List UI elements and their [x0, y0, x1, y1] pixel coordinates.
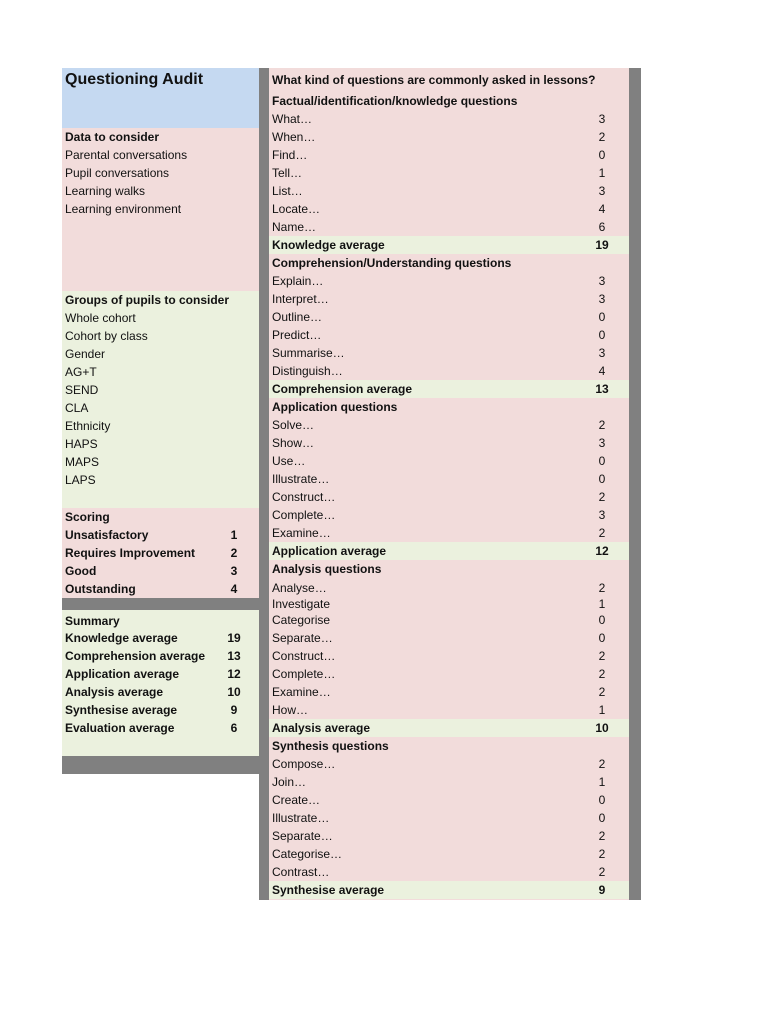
cell-label: Unsatisfactory — [65, 528, 149, 542]
cell-value: 0 — [598, 811, 606, 825]
section-heading — [269, 254, 629, 272]
cell-label: Summarise… — [272, 346, 345, 360]
question-row — [269, 683, 629, 701]
cell-value: 1 — [598, 597, 606, 611]
summary-row — [62, 719, 259, 737]
cell-label: Learning environment — [65, 202, 182, 216]
question-row — [269, 434, 629, 452]
scoring-row — [62, 526, 259, 544]
cell-value: 2 — [598, 865, 606, 879]
question-row — [269, 701, 629, 719]
question-row — [269, 218, 629, 236]
right-border — [629, 68, 641, 900]
cell-label: LAPS — [65, 473, 96, 487]
question-row — [269, 629, 629, 647]
cell-label: Analysis questions — [272, 562, 382, 576]
cell-label: Predict… — [272, 328, 322, 342]
cell-label: Good — [65, 564, 97, 578]
cell-value: 0 — [598, 613, 606, 627]
cell-label: Show… — [272, 436, 315, 450]
left-border — [259, 68, 269, 900]
cell-label: Outline… — [272, 310, 323, 324]
section-average-row — [269, 380, 629, 398]
groups-heading — [62, 291, 259, 309]
cell-value: 3 — [598, 508, 606, 522]
question-row — [269, 773, 629, 791]
group-item — [62, 471, 259, 489]
cell-label: Separate… — [272, 631, 333, 645]
cell-label: Application average — [272, 544, 387, 558]
question-row — [269, 146, 629, 164]
cell-value: 0 — [598, 472, 606, 486]
cell-value: 2 — [598, 130, 606, 144]
cell-label: Comprehension average — [272, 382, 413, 396]
cell-label: Whole cohort — [65, 311, 136, 325]
question-row — [269, 164, 629, 182]
cell-label: SEND — [65, 383, 99, 397]
cell-value: 0 — [598, 454, 606, 468]
cell-value: 13 — [227, 649, 241, 663]
groups-section — [62, 291, 259, 508]
data-to-consider-heading — [62, 128, 259, 146]
question-row — [269, 182, 629, 200]
data-item — [62, 182, 259, 200]
cell-label: MAPS — [65, 455, 100, 469]
cell-label: Categorise… — [272, 847, 343, 861]
group-item — [62, 309, 259, 327]
group-item — [62, 453, 259, 471]
cell-label: Synthesis questions — [272, 739, 389, 753]
cell-value: 2 — [598, 581, 606, 595]
cell-label: Name… — [272, 220, 317, 234]
cell-label: How… — [272, 703, 309, 717]
scoring-row — [62, 580, 259, 598]
cell-value: 3 — [598, 436, 606, 450]
group-item — [62, 363, 259, 381]
question-row — [269, 488, 629, 506]
cell-value: 2 — [598, 649, 606, 663]
cell-value: 3 — [230, 564, 238, 578]
question-row — [269, 506, 629, 524]
question-row — [269, 200, 629, 218]
question-table — [269, 68, 629, 900]
cell-label: Illustrate… — [272, 811, 330, 825]
cell-label: Pupil conversations — [65, 166, 170, 180]
cell-label: Examine… — [272, 526, 331, 540]
cell-value: 0 — [598, 631, 606, 645]
question-row — [269, 452, 629, 470]
cell-label: Ethnicity — [65, 419, 111, 433]
summary-heading — [62, 612, 259, 630]
cell-label: Construct… — [272, 490, 336, 504]
cell-label: Summary — [65, 614, 120, 628]
cell-value: 2 — [598, 829, 606, 843]
cell-label: Data to consider — [65, 130, 160, 144]
divider-bar — [62, 598, 259, 610]
cell-value: 4 — [598, 202, 606, 216]
cell-value: 2 — [598, 490, 606, 504]
question-row — [269, 128, 629, 146]
cell-label: Synthesise average — [272, 883, 385, 897]
question-row — [269, 647, 629, 665]
cell-value: 2 — [598, 757, 606, 771]
cell-label: Analyse… — [272, 581, 327, 595]
cell-label: Join… — [272, 775, 307, 789]
cell-label: Comprehension/Understanding questions — [272, 256, 512, 270]
cell-label: Illustrate… — [272, 472, 330, 486]
section-average-row — [269, 542, 629, 560]
question-row — [269, 863, 629, 881]
question-row — [269, 362, 629, 380]
question-row — [269, 524, 629, 542]
cell-value: 4 — [230, 582, 238, 596]
data-item — [62, 200, 259, 218]
cell-value: 3 — [598, 112, 606, 126]
cell-value: 3 — [598, 274, 606, 288]
cell-label: HAPS — [65, 437, 98, 451]
cell-value: 9 — [230, 703, 238, 717]
section-heading — [269, 398, 629, 416]
summary-section — [62, 610, 259, 756]
cell-label: Find… — [272, 148, 308, 162]
question-row — [269, 110, 629, 128]
cell-label: Investigate — [272, 597, 331, 611]
question-row — [269, 827, 629, 845]
question-row — [269, 845, 629, 863]
question-row — [269, 308, 629, 326]
cell-label: Requires Improvement — [65, 546, 196, 560]
question-row — [269, 290, 629, 308]
cell-label: Gender — [65, 347, 106, 361]
group-item — [62, 399, 259, 417]
question-row — [269, 665, 629, 683]
cell-value: 13 — [595, 382, 609, 396]
summary-row — [62, 683, 259, 701]
data-item — [62, 146, 259, 164]
cell-label: Explain… — [272, 274, 324, 288]
summary-row — [62, 665, 259, 683]
cell-label: Complete… — [272, 508, 336, 522]
question-row — [269, 470, 629, 488]
cell-label: Learning walks — [65, 184, 146, 198]
group-item — [62, 345, 259, 363]
scoring-heading — [62, 508, 259, 526]
cell-label: When… — [272, 130, 316, 144]
question-row — [269, 344, 629, 362]
audit-title-cell — [62, 68, 259, 128]
cell-value: 6 — [230, 721, 238, 735]
cell-label: Solve… — [272, 418, 315, 432]
group-item — [62, 417, 259, 435]
cell-value: 10 — [227, 685, 241, 699]
question-row — [269, 272, 629, 290]
cell-value: 2 — [598, 526, 606, 540]
cell-label: Use… — [272, 454, 306, 468]
cell-label: Analysis average — [65, 685, 164, 699]
cell-label: Factual/identification/knowledge questions — [272, 94, 518, 108]
group-item — [62, 381, 259, 399]
group-item — [62, 435, 259, 453]
section-average-row — [269, 236, 629, 254]
cell-label: CLA — [65, 401, 89, 415]
section-heading — [269, 92, 629, 110]
cell-label: Tell… — [272, 166, 303, 180]
cell-value: 12 — [227, 667, 241, 681]
cell-label: Distinguish… — [272, 364, 343, 378]
scoring-row — [62, 562, 259, 580]
bottom-bar — [62, 756, 259, 774]
cell-value: 3 — [598, 292, 606, 306]
question-row — [269, 416, 629, 434]
scoring-section — [62, 508, 259, 598]
cell-value: 2 — [598, 847, 606, 861]
cell-label: Knowledge average — [272, 238, 385, 252]
cell-value: 1 — [598, 775, 606, 789]
cell-value: 2 — [598, 418, 606, 432]
cell-label: Evaluation average — [65, 721, 175, 735]
cell-value: 1 — [598, 703, 606, 717]
cell-value: 2 — [598, 667, 606, 681]
question-row — [269, 326, 629, 344]
cell-label: Comprehension average — [65, 649, 206, 663]
cell-value: 2 — [598, 685, 606, 699]
cell-label: Synthesise average — [65, 703, 178, 717]
question-row — [269, 611, 629, 629]
section-heading — [269, 737, 629, 755]
cell-label: Outstanding — [65, 582, 136, 596]
audit-title: Questioning Audit — [65, 71, 204, 88]
cell-value: 12 — [595, 544, 609, 558]
summary-row — [62, 647, 259, 665]
cell-value: 0 — [598, 148, 606, 162]
cell-label: Parental conversations — [65, 148, 188, 162]
section-average-row — [269, 881, 629, 899]
cell-label: Groups of pupils to consider — [65, 293, 230, 307]
cell-label: Application average — [65, 667, 180, 681]
cell-value: 6 — [598, 220, 606, 234]
cell-value: 3 — [598, 346, 606, 360]
cell-label: AG+T — [65, 365, 97, 379]
cell-label: List… — [272, 184, 303, 198]
cell-label: Compose… — [272, 757, 336, 771]
cell-value: 0 — [598, 793, 606, 807]
section-heading — [269, 560, 629, 578]
cell-value: 3 — [598, 184, 606, 198]
cell-value: 19 — [595, 238, 609, 252]
cell-label: Analysis average — [272, 721, 371, 735]
cell-value: 9 — [598, 883, 606, 897]
cell-label: What… — [272, 112, 313, 126]
question-table-header — [269, 71, 629, 89]
data-item — [62, 164, 259, 182]
cell-label: Scoring — [65, 510, 110, 524]
section-average-row — [269, 719, 629, 737]
cell-label: Create… — [272, 793, 321, 807]
cell-value: 1 — [230, 528, 238, 542]
scoring-row — [62, 544, 259, 562]
cell-label: Complete… — [272, 667, 336, 681]
cell-label: Contrast… — [272, 865, 330, 879]
cell-value: 0 — [598, 310, 606, 324]
cell-label: Separate… — [272, 829, 333, 843]
cell-label: Cohort by class — [65, 329, 148, 343]
question-row — [269, 791, 629, 809]
cell-label: Locate… — [272, 202, 321, 216]
cell-value: 0 — [598, 328, 606, 342]
cell-label: Categorise — [272, 613, 331, 627]
data-to-consider-section — [62, 128, 259, 291]
question-row — [269, 755, 629, 773]
summary-row — [62, 701, 259, 719]
summary-row — [62, 629, 259, 647]
cell-value: 4 — [598, 364, 606, 378]
cell-label: Interpret… — [272, 292, 329, 306]
group-item — [62, 327, 259, 345]
cell-value: 2 — [230, 546, 238, 560]
cell-value: 1 — [598, 166, 606, 180]
cell-label: Examine… — [272, 685, 331, 699]
cell-label: Application questions — [272, 400, 398, 414]
cell-label: Knowledge average — [65, 631, 178, 645]
cell-value: 19 — [227, 631, 241, 645]
cell-label: Construct… — [272, 649, 336, 663]
cell-label: What kind of questions are commonly asked in lessons? — [272, 73, 596, 87]
question-row — [269, 809, 629, 827]
cell-value: 10 — [595, 721, 609, 735]
